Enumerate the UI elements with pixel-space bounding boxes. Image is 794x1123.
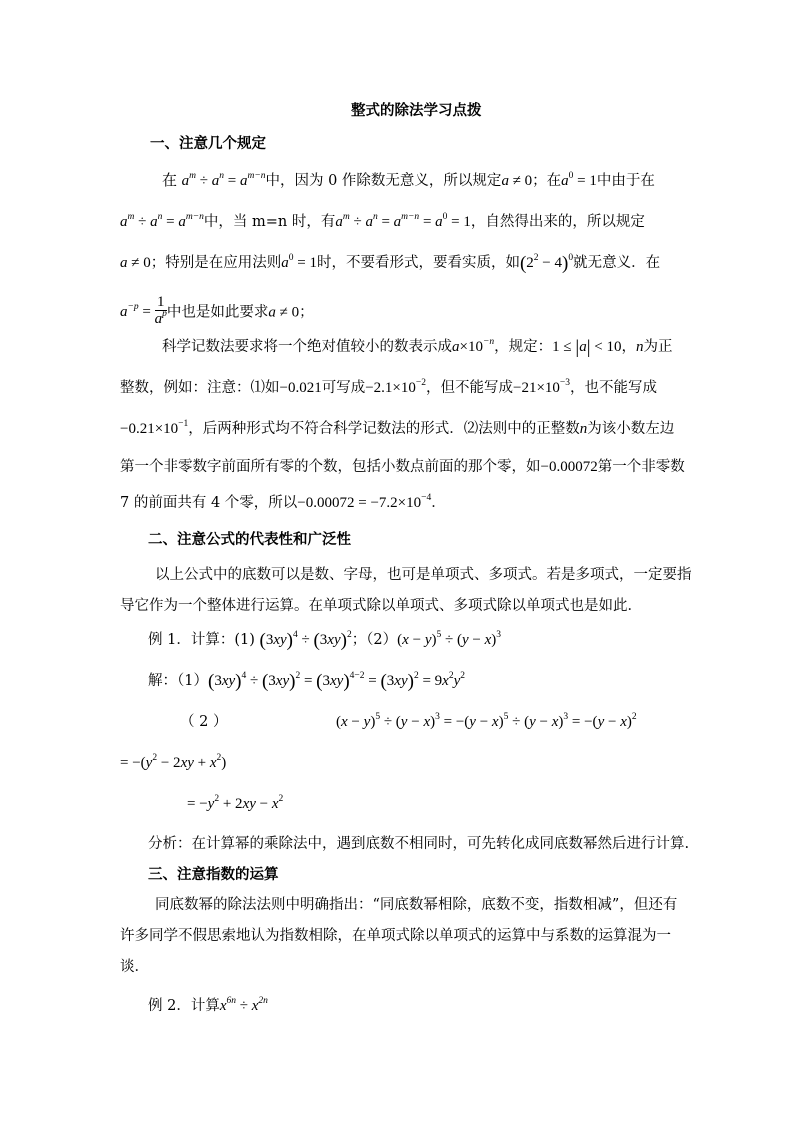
text: ，自然得出来的，所以规定 (470, 214, 645, 230)
example-2 (148, 996, 268, 1016)
solution-1 (148, 671, 465, 692)
text: 科学记数法要求将一个绝对值较小的数表示成 (162, 339, 452, 355)
formula: $(x - y)^5 \div (y - x)^3 = -(y - x)^5 \div (y - x)^3 = -(y - x)^2$ (336, 712, 637, 730)
solution-2-label: （ 2 ） (180, 714, 228, 730)
formula: $a^0 = 1$ (281, 253, 317, 271)
section-1-line-4 (120, 296, 314, 330)
section-1-line-8 (120, 457, 685, 477)
formula: $-0.21\times 10^{-1}$ (120, 419, 189, 437)
formula: $(x - y)^5 \div (y - x)^3$ (397, 630, 502, 648)
text: 中也是如此要求 (166, 304, 269, 321)
formula: $a^m \div a^n = a^{m-n} = a^0 = 1$ (335, 212, 471, 230)
section-1-line-9 (120, 493, 446, 513)
text: 可写成 (321, 380, 366, 396)
analysis-text: 分析：在计算幂的乘除法中，遇到底数不相同时，可先转化成同底数幂然后进行计算. (148, 836, 690, 852)
text: ， (621, 339, 636, 355)
text: 第一个非零数字前面所有零的个数，包括小数点前面的那个零，如 (120, 459, 541, 475)
text: 7 的前面共有 4 个零，所以 (120, 495, 298, 511)
text: 中，当 m=n 时，有 (203, 214, 336, 230)
formula: $(3xy)^4 \div (3xy)^2 = (3xy)^{4-2} = (3xy)^2 = 9x^2y^2$ (207, 671, 466, 692)
section-1-line-7 (120, 419, 674, 439)
formula: a ≠ 0 (120, 255, 151, 271)
text: 例 1．计算：(1) (148, 632, 255, 648)
text: 就无意义．在 (573, 255, 661, 271)
solution-2-step-1 (120, 753, 226, 773)
formula: a ≠ 0 (501, 173, 533, 189)
formula: −0.00072 (540, 459, 598, 475)
formula: $-2.1\times 10^{-2}$ (365, 378, 426, 396)
formula: n (579, 421, 588, 437)
section-2-para-line-1: 以上公式中的底数可以是数、字母，也可是单项式、多项式。若是多项式，一定要指 (155, 567, 692, 583)
text: ，但不能写成 (426, 380, 513, 396)
formula: $a^{-p}$ = $\frac{1}{a^p}$ (120, 294, 167, 327)
text: 整数，例如：注意：⑴如 (120, 380, 280, 396)
text: 时，不要看形式，要看实质，如 (316, 255, 520, 271)
section-3-para-line-3: 谈． (120, 959, 149, 975)
text: 为正 (643, 339, 673, 355)
section-2-heading: 二、注意公式的代表性和广泛性 (148, 531, 351, 548)
formula: $a^m \div a^n = a^{m-n}$ (181, 171, 266, 189)
formula: = $-(y^2 - 2xy + x^2)$ (120, 753, 227, 771)
text: ；特别是在应用法则 (150, 255, 282, 271)
text: ，后两种形式均不符合科学记数法的形式．⑵法则中的正整数 (188, 421, 580, 437)
formula: $(2^2 - 4)^0$ (519, 253, 574, 274)
text: 解：（1） (148, 673, 208, 689)
text: 第一个非零数 (597, 459, 685, 475)
formula: $-21\times 10^{-3}$ (513, 378, 571, 396)
solution-2-step-2 (187, 794, 283, 814)
formula: $a^m \div a^n = a^{m-n}$ (120, 212, 204, 230)
text: ；（2） (351, 632, 398, 648)
section-1-line-5 (162, 337, 672, 358)
text: 为该小数左边 (587, 421, 675, 437)
section-1-line-1 (162, 171, 655, 191)
text: ． (431, 495, 446, 511)
section-1-line-3 (120, 253, 660, 274)
solution-2-formula (336, 712, 637, 732)
section-2-para-line-2: 导它作为一个整体进行运算。在单项式除以单项式、多项式除以单项式也是如此． (120, 598, 642, 614)
section-1-line-2 (120, 212, 645, 232)
formula: = $-y^2 + 2xy - x^2$ (187, 794, 284, 812)
section-1-heading: 一、注意几个规定 (150, 135, 266, 152)
formula: a ≠ 0 (268, 304, 300, 321)
formula: 在 (162, 173, 178, 189)
text: ，也不能写成 (570, 380, 658, 396)
formula: $(3xy)^4 \div (3xy)^2$ (259, 630, 352, 651)
formula: $a\times 10^{-n}$ (452, 337, 495, 355)
section-3-heading: 三、注意指数的运算 (148, 866, 279, 883)
formula: $-0.00072 = -7.2\times 10^{-4}$ (297, 493, 432, 511)
formula: $x^{6n} \div x^{2n}$ (219, 996, 268, 1014)
document-title: 整式的除法学习点拨 (351, 102, 482, 119)
text: ，规定： (494, 339, 553, 355)
example-1 (148, 630, 501, 651)
text: 例 2．计算 (148, 998, 220, 1014)
formula: $a^0 = 1$ (561, 171, 597, 189)
text: ；在 (532, 173, 562, 189)
section-3-para-line-1: 同底数幂的除法法则中明确指出：“同底数幂相除，底数不变，指数相减”，但还有 (155, 897, 678, 913)
formula: 1 ≤ |a| < 10 (552, 337, 622, 358)
text: 中由于在 (596, 173, 655, 189)
section-1-line-6 (120, 378, 657, 398)
text: ； (299, 304, 314, 321)
formula: n (635, 339, 644, 355)
section-3-para-line-2: 许多同学不假思索地认为指数相除，在单项式除以单项式的运算中与系数的运算混为一 (120, 928, 671, 944)
text: 中，因为 0 作除数无意义，所以规定 (265, 173, 502, 189)
formula: −0.021 (279, 380, 322, 396)
